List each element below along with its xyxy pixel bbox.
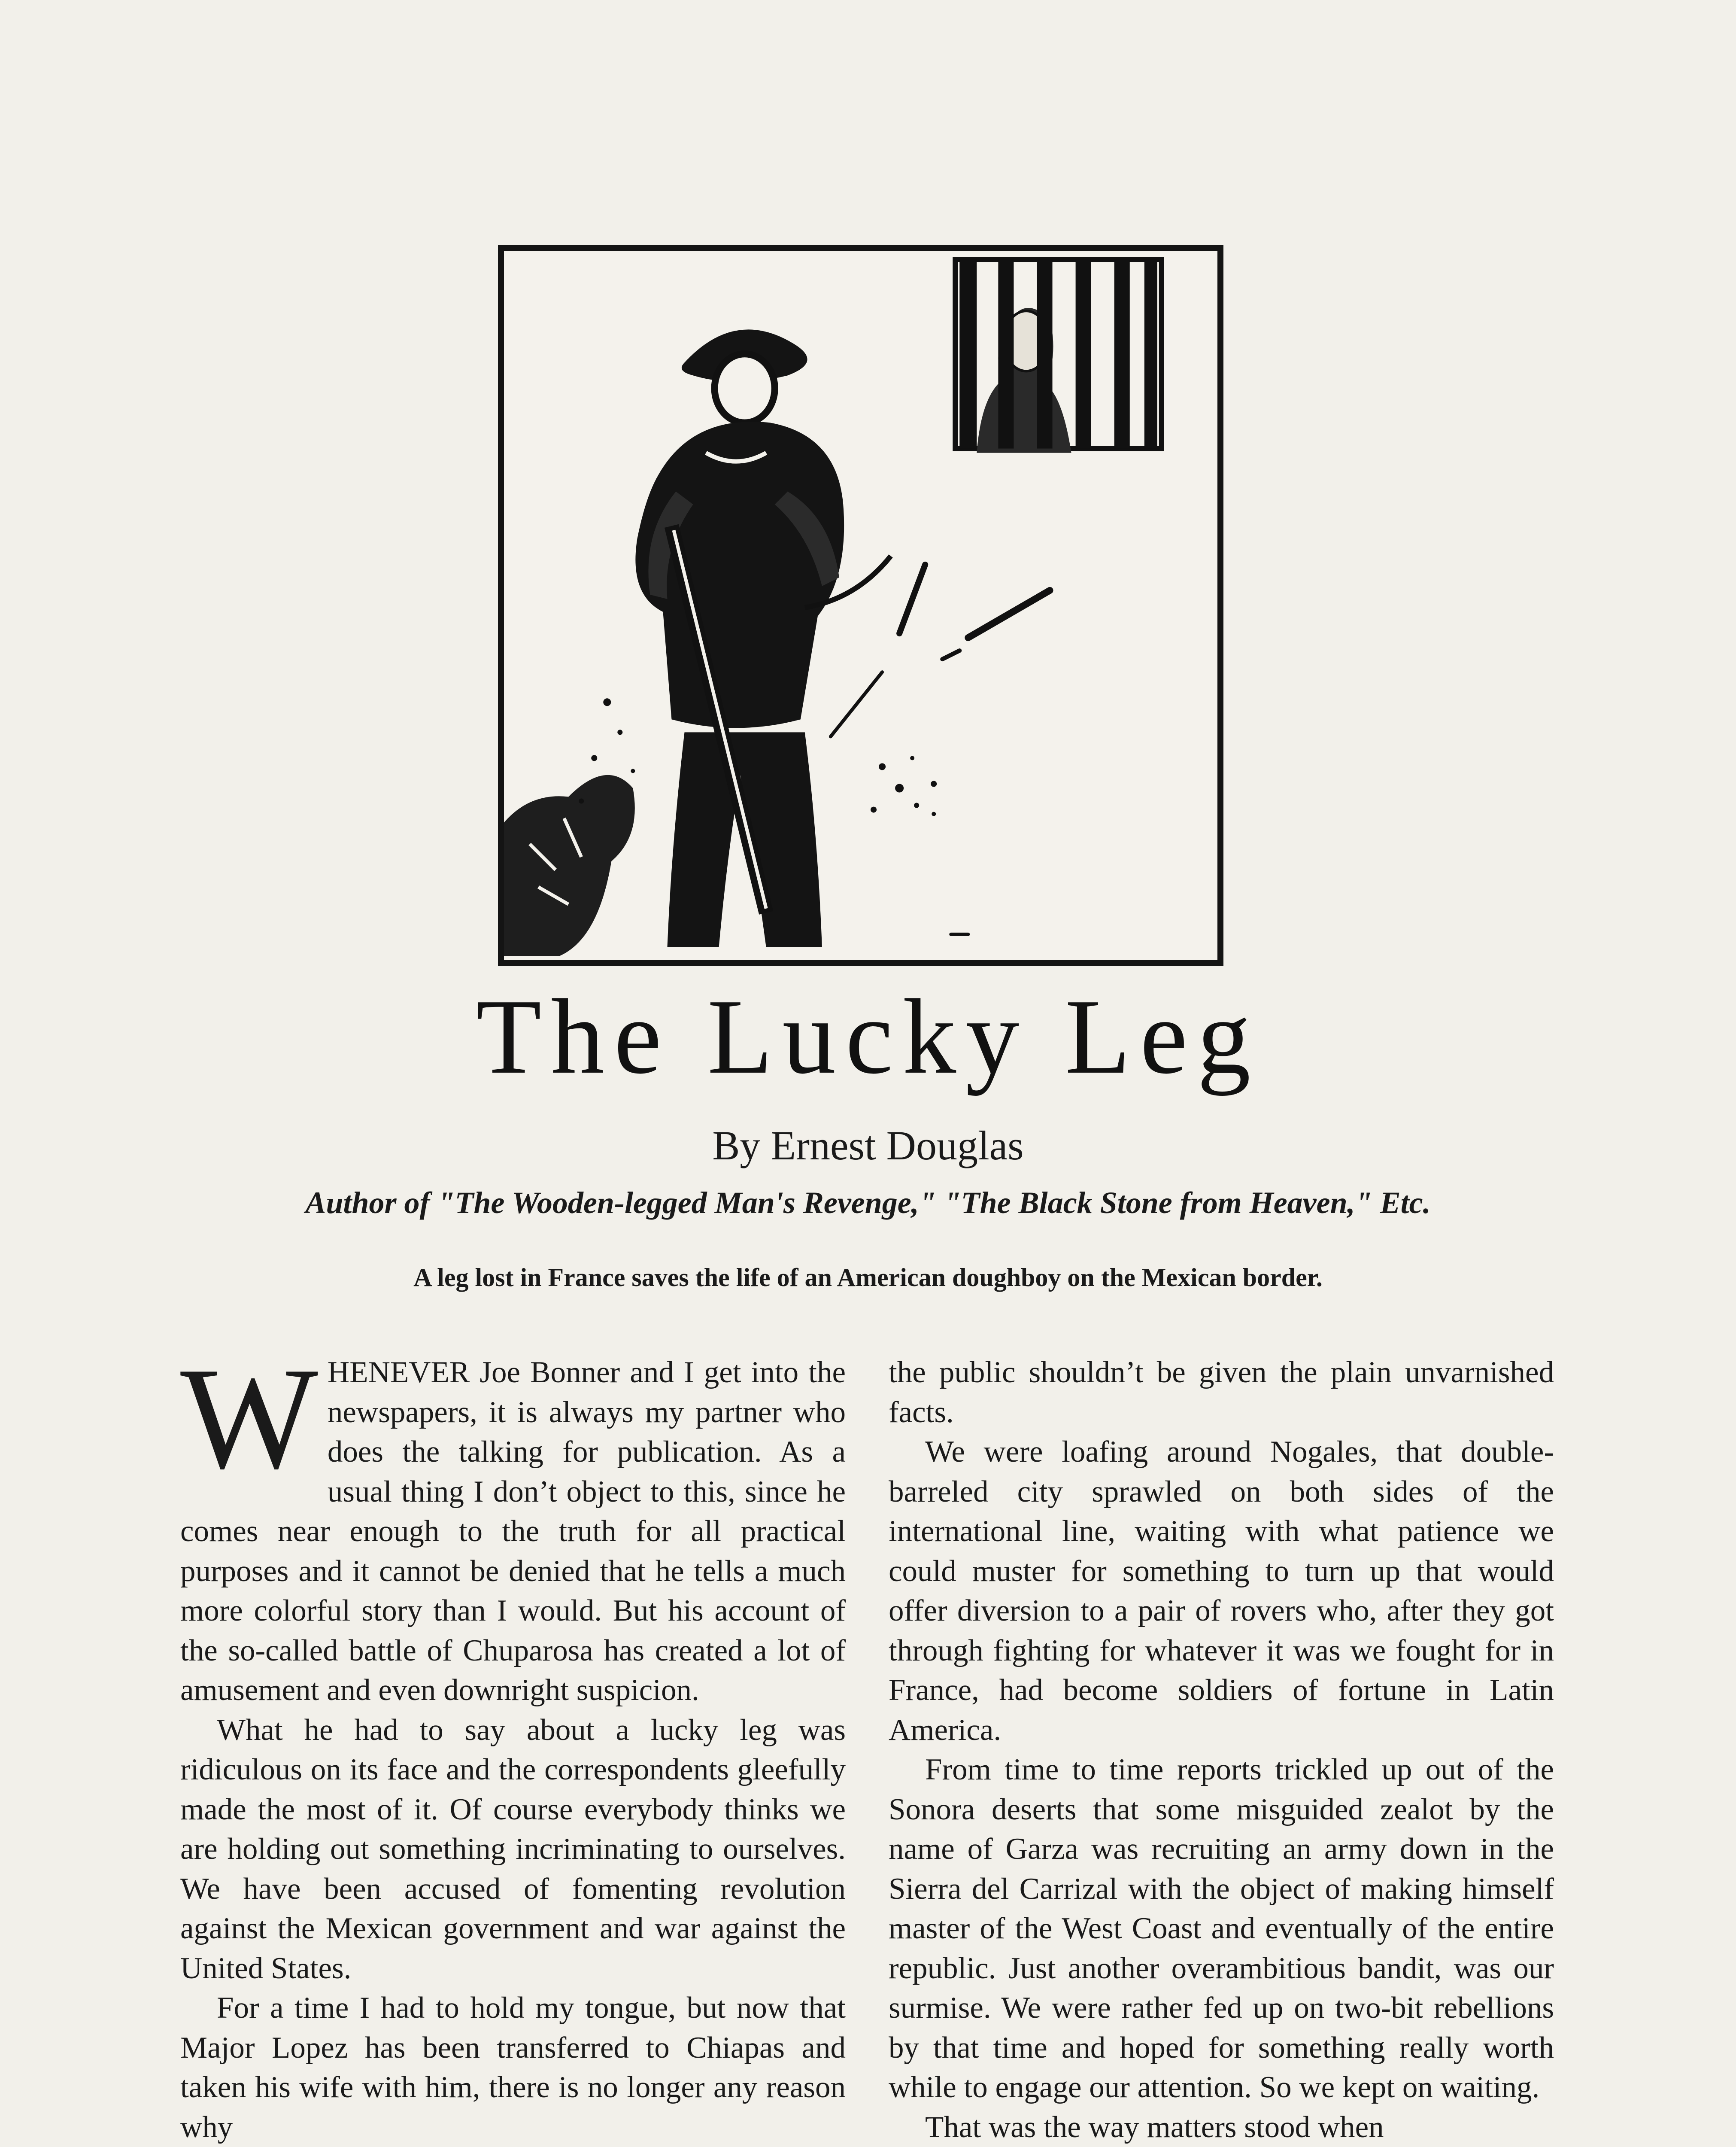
- text-column-right: [889, 1353, 1554, 2147]
- author-previous-works: Author of "The Wooden-legged Man's Revenge," "The Black Stone from Heaven," Etc.: [305, 1186, 1431, 1220]
- paragraph: From time to time reports trickled up out of the Sonora deserts that some misguided zealot by the name of Garza was recruiting an army down in the Sierra del Carrizal with the object of making himself master of the West Coast and eventually of the entire republic. Just another overambitious bandit, was our surmise. We were rather fed up on two-bit rebellions by that time and hoped for something really worth while to engage our attention. So we kept on waiting.: [889, 1753, 1554, 2104]
- paragraph: For a time I had to hold my tongue, but now that Major Lopez has been transferred to Chiapas and taken his wife with him, there is no longer any reason why: [180, 1991, 846, 2144]
- paragraph: We were loafing around Nogales, that double-barreled city sprawled on both sides of the international line, waiting with what patience we could muster for something to turn up that would offer diversion to a pair of rovers who, after they got through fighting for whatever it was we fought for in France, had become soldiers of fortune in Latin America.: [889, 1435, 1554, 1747]
- story-title: The Lucky Leg: [476, 977, 1260, 1096]
- rocks: [504, 775, 635, 956]
- paragraph: That was the way matters stood when: [925, 2110, 1384, 2144]
- story-tagline: A leg lost in France saves the life of an American doughboy on the Mexican border.: [413, 1263, 1323, 1292]
- paragraph-text: HENEVER Joe Bonner and I get into the newspapers, it is always my partner who does the talking for publication. As a usual thing I don’t object to this, since he comes near enough to the truth for all practical purposes and it cannot be denied that he tells a much more colorful story than I would. But his account of the so-called battle of Chuparosa has created a lot of amusement and even downright suspicion.: [180, 1356, 846, 1707]
- paragraph: [180, 1337, 846, 1710]
- drop-cap: W: [180, 1337, 318, 1499]
- story-illustration: [498, 245, 1223, 966]
- barred-window: [955, 259, 1162, 453]
- paragraph: the public shouldn’t be given the plain unvarnished facts.: [889, 1356, 1554, 1429]
- byline: By Ernest Douglas: [712, 1122, 1024, 1168]
- text-column-left: [180, 1337, 846, 2147]
- illustration-drawing: [504, 251, 1217, 960]
- gunshot-streaks: [831, 565, 1050, 934]
- bandit-figure: [635, 329, 891, 947]
- paragraph: What he had to say about a lucky leg was ridiculous on its face and the correspondents gleefully made the most of it. Of course everybody thinks we are holding out something incriminating to ourselves. We have been accused of fomenting revolution against the Mexican government and war against the United States.: [180, 1713, 846, 1985]
